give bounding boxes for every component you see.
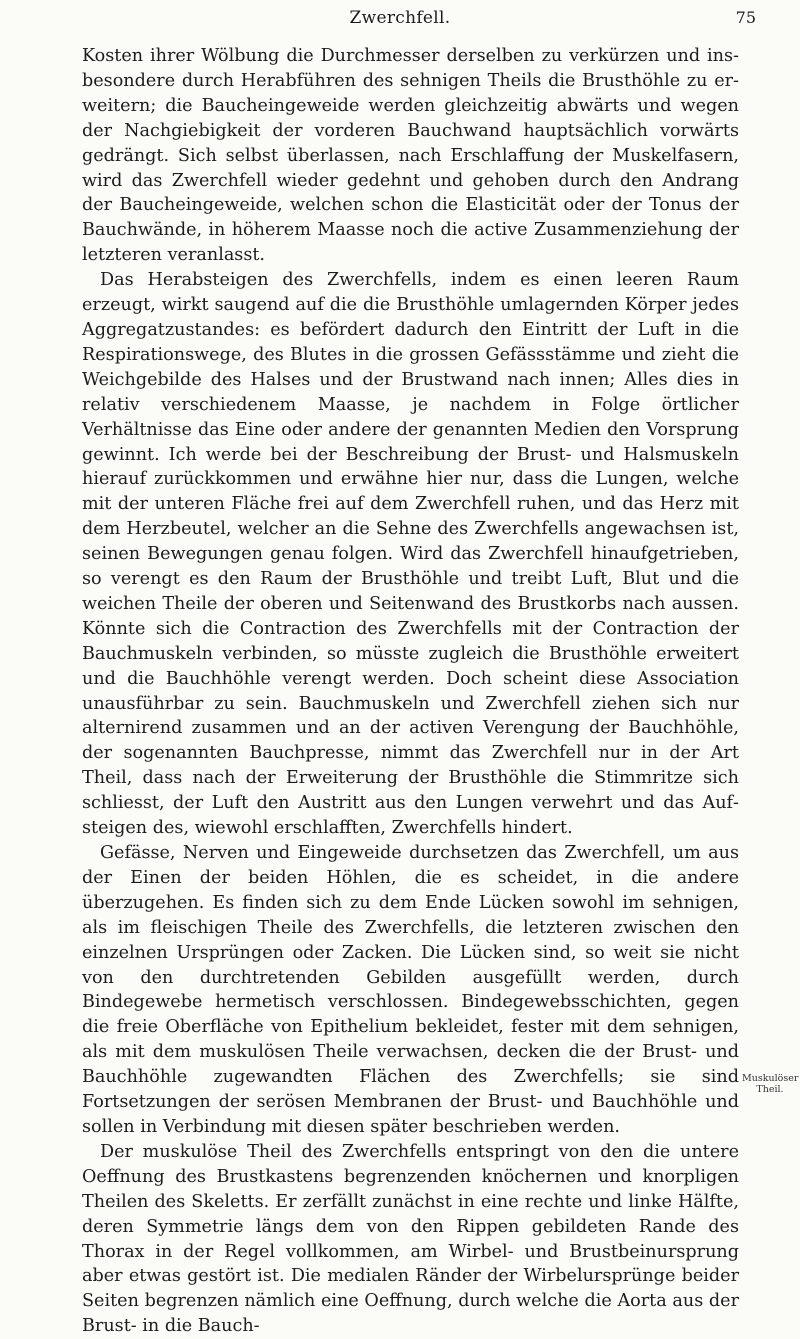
- paragraph-2: Das Herabsteigen des Zwerchfells, indem es einen leeren Raum erzeugt, wirkt saugend auf die die Brusthöhle umlagernden Körper jedes Aggregatzustandes: es befördert dadurch den Eintritt der Luft in die Respirationswege, des Blutes in die grossen Gefässstämme und zieht die Weichgebilde des Halses und der Brustwand nach innen; Alles dies in relativ verschiedenem Maasse, je nachdem in Folge örtlicher Verhältnisse das Eine oder andere der genannten Medien den Vorsprung gewinnt. Ich werde bei der Beschreibung der Brust- und Halsmuskeln hierauf zurückkommen und erwähne hier nur, dass die Lungen, welche mit der unteren Fläche frei auf dem Zwerchfell ruhen, und das Herz mit dem Herzbeutel, welcher an die Sehne des Zwerchfells angewachsen ist, seinen Bewegungen genau folgen. Wird das Zwerchfell hinaufgetrieben, so verengt es den Raum der Brusthöhle und treibt Luft, Blut und die weichen Theile der oberen und Seitenwand des Brustkorbs nach aussen. Könnte sich die Contraction des Zwerchfells mit der Contraction der Bauchmuskeln verbinden, so müsste zugleich die Brusthöhle erweitert und die Bauchhöhle verengt werden. Doch scheint diese Association unausführbar zu sein. Bauchmuskeln und Zwerchfell ziehen sich nur alternirend zusammen und an der activen Verengung der Bauchhöhle, der sogenannten Bauchpresse, nimmt das Zwerchfell nur in der Art Theil, dass nach der Erweiterung der Brusthöhle die Stimmritze sich schliesst, der Luft den Austritt aus den Lungen verwehrt und das Aufsteigen des, wiewohl erschlafften, Zwerchfells hindert.: [82, 270, 739, 839]
- paragraph-1: Kosten ihrer Wölbung die Durchmesser derselben zu verkürzen und insbesondere durch Herabführen des sehnigen Theils die Brusthöhle zu erweitern; die Baucheingeweide werden gleichzeitig abwärts und wegen der Nachgiebigkeit der vorderen Bauchwand hauptsächlich vorwärts gedrängt. Sich selbst überlassen, nach Erschlaffung der Muskelfasern, wird das Zwerchfell wieder gedehnt und gehoben durch den Andrang der Baucheingeweide, welchen schon die Elasticität oder der Tonus der Bauchwände, in höherem Maasse noch die active Zusammenziehung der letzteren veranlasst.: [82, 46, 739, 266]
- paragraph-4: Der muskulöse Theil des Zwerchfells entspringt von den die untere Oeffnung des Brustkastens begrenzenden knöchernen und knorpligen Theilen des Skeletts. Er zerfällt zunächst in eine rechte und linke Hälfte, deren Symmetrie längs dem von den Rippen gebildeten Rande des Thorax in der Regel vollkommen, am Wirbel- und Brustbeinursprung aber etwas gestört ist. Die medialen Ränder der Wirbelursprünge beider Seiten begrenzen nämlich eine Oeffnung, durch welche die Aorta aus der Brust- in die Bauch-: [82, 1141, 739, 1337]
- running-title: Zwerchfell.: [349, 8, 451, 28]
- paragraph-3: Gefässe, Nerven und Eingeweide durchsetzen das Zwerchfell, um aus der Einen der beiden Höhlen, die es scheidet, in die andere überzugehen. Es finden sich zu dem Ende Lücken sowohl im sehnigen, als im fleischigen Theile des Zwerchfells, die letzteren zwischen den einzelnen Ursprüngen oder Zacken. Die Lücken sind, so weit sie nicht von den durchtretenden Gebilden ausgefüllt werden, durch Bindegewebe hermetisch verschlossen. Bindegewebsschichten, gegen die freie Oberfläche von Epithelium bekleidet, fester mit dem sehnigen, als mit dem muskulösen Theile verwachsen, decken die der Brust- und Bauchhöhle zugewandten Flächen des Zwerchfells; sie sind Fortsetzungen der serösen Membranen der Brust- und Bauchhöhle und sollen in Verbindung mit diesen später beschrieben werden.: [82, 843, 739, 1137]
- margin-note: Muskulöser Theil.: [742, 1073, 799, 1095]
- body-text: [82, 44, 739, 1339]
- page-number: 75: [735, 8, 756, 27]
- page-header: [0, 6, 800, 32]
